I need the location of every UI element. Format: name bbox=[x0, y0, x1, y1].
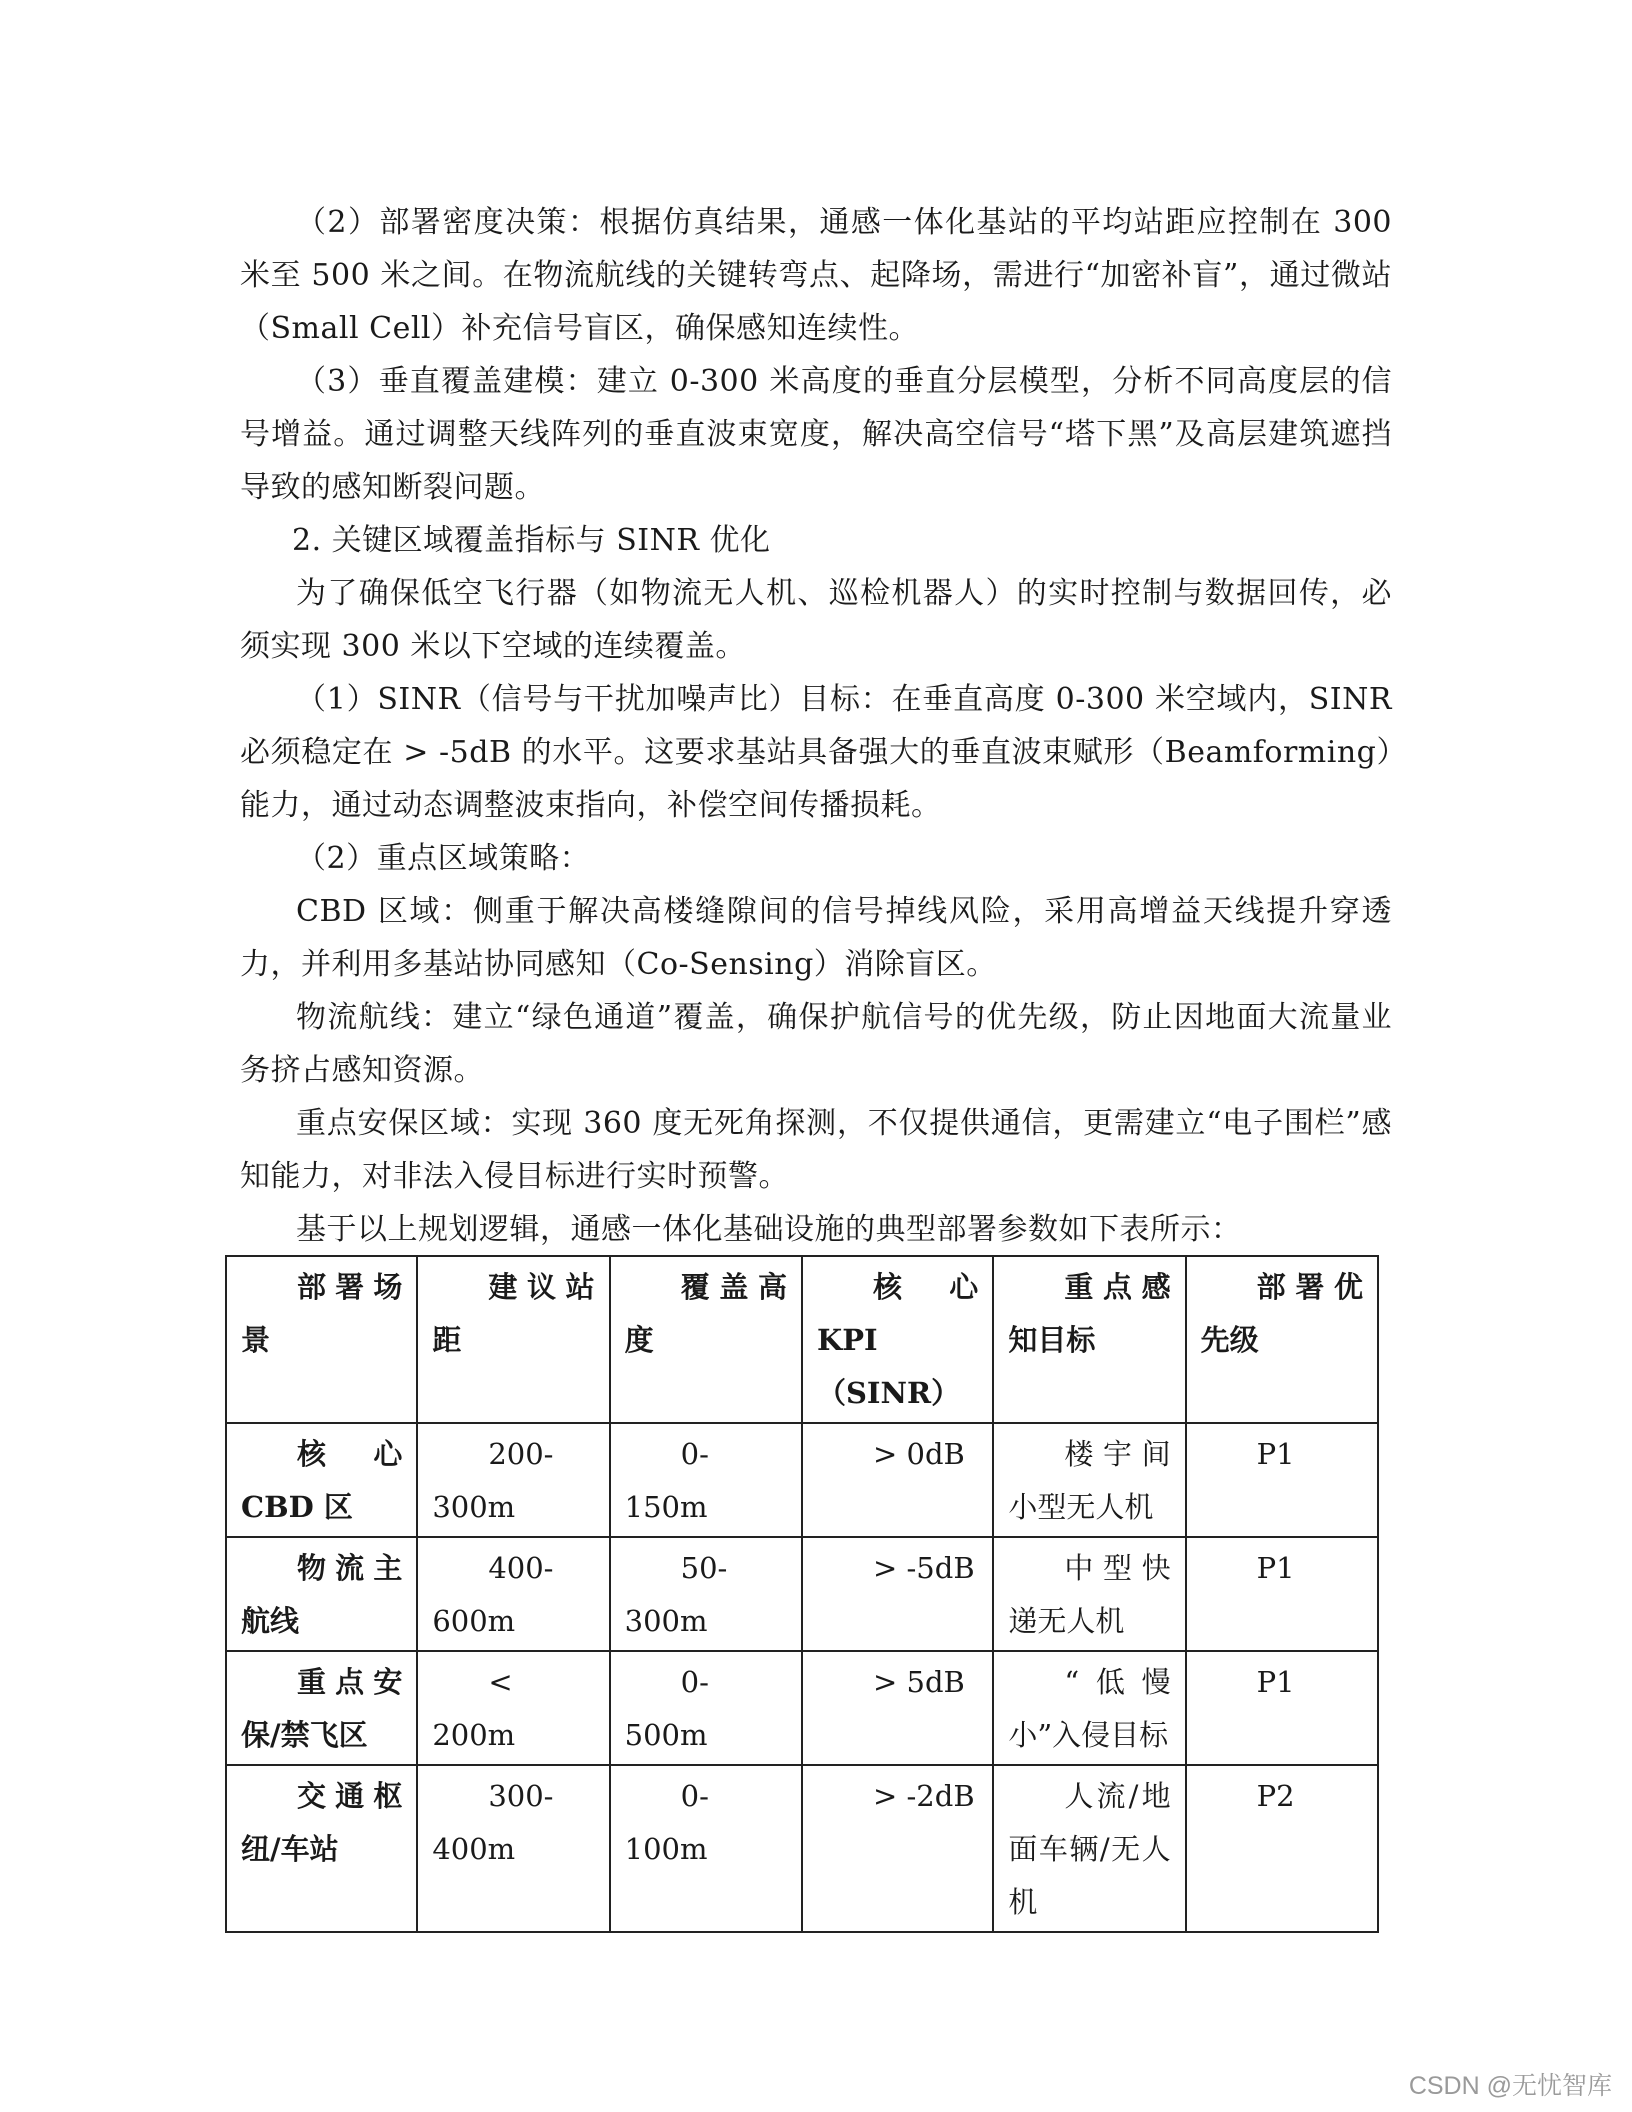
table-cell: 人流/地面车辆/无人机 bbox=[993, 1765, 1185, 1932]
table-cell: 400-600m bbox=[417, 1537, 609, 1651]
table-cell: 0-150m bbox=[610, 1423, 802, 1537]
table-header-cell: 部署场景 bbox=[226, 1256, 417, 1423]
table-cell: 0-100m bbox=[610, 1765, 802, 1932]
table-row bbox=[226, 1651, 1378, 1765]
table-cell-scene: 重点安保/禁飞区 bbox=[226, 1651, 417, 1765]
table-cell-scene: 物流主航线 bbox=[226, 1537, 417, 1651]
table-cell: P2 bbox=[1186, 1765, 1378, 1932]
table-cell: P1 bbox=[1186, 1651, 1378, 1765]
paragraph-vertical-coverage: （3）垂直覆盖建模：建立 0-300 米高度的垂直分层模型，分析不同高度层的信号增益。通过调整天线阵列的垂直波束宽度，解决高空信号“塔下黑”及高层建筑遮挡导致的感知断裂问题。 bbox=[240, 364, 1392, 505]
table-cell: 中型快递无人机 bbox=[993, 1537, 1185, 1651]
table-header-cell: 建议站距 bbox=[417, 1256, 609, 1423]
paragraph-low-altitude-coverage: 为了确保低空飞行器（如物流无人机、巡检机器人）的实时控制与数据回传，必须实现 300 米以下空域的连续覆盖。 bbox=[240, 576, 1392, 664]
table-row bbox=[226, 1423, 1378, 1537]
table-row bbox=[226, 1765, 1378, 1932]
section-heading-sinr: 2. 关键区域覆盖指标与 SINR 优化 bbox=[292, 523, 771, 558]
document-body bbox=[240, 196, 1392, 1256]
paragraph-deployment-density: （2）部署密度决策：根据仿真结果，通感一体化基站的平均站距应控制在 300 米至 500 米之间。在物流航线的关键转弯点、起降场，需进行“加密补盲”，通过微站（Small Cell）补充信号盲区，确保感知连续性。 bbox=[240, 205, 1392, 346]
paragraph-key-area-strategy: （2）重点区域策略： bbox=[296, 841, 591, 876]
paragraph-security: 重点安保区域：实现 360 度无死角探测，不仅提供通信，更需建立“电子围栏”感知能力，对非法入侵目标进行实时预警。 bbox=[240, 1106, 1392, 1194]
table-cell: P1 bbox=[1186, 1423, 1378, 1537]
table-cell: > 0dB bbox=[802, 1423, 993, 1537]
table-cell: > 5dB bbox=[802, 1651, 993, 1765]
table-row bbox=[226, 1537, 1378, 1651]
paragraph-table-intro: 基于以上规划逻辑，通感一体化基础设施的典型部署参数如下表所示： bbox=[296, 1212, 1242, 1247]
table-header-row bbox=[226, 1256, 1378, 1423]
table-cell-scene: 交通枢纽/车站 bbox=[226, 1765, 417, 1932]
table-cell: 200-300m bbox=[417, 1423, 609, 1537]
table-cell: 楼宇间小型无人机 bbox=[993, 1423, 1185, 1537]
deployment-parameters-table bbox=[225, 1255, 1379, 1933]
table-cell: “低慢小”入侵目标 bbox=[993, 1651, 1185, 1765]
paragraph-cbd: CBD 区域：侧重于解决高楼缝隙间的信号掉线风险，采用高增益天线提升穿透力，并利用多基站协同感知（Co-Sensing）消除盲区。 bbox=[240, 894, 1392, 982]
table-cell: > -2dB bbox=[802, 1765, 993, 1932]
watermark: CSDN @无忧智库 bbox=[1408, 2072, 1612, 2100]
table-cell: < 200m bbox=[417, 1651, 609, 1765]
table-cell: 50-300m bbox=[610, 1537, 802, 1651]
table-header-cell: 重点感知目标 bbox=[993, 1256, 1185, 1423]
paragraph-logistics: 物流航线：建立“绿色通道”覆盖，确保护航信号的优先级，防止因地面大流量业务挤占感知资源。 bbox=[240, 1000, 1392, 1088]
table-cell: 300-400m bbox=[417, 1765, 609, 1932]
table-cell-scene: 核心 CBD 区 bbox=[226, 1423, 417, 1537]
table-header-cell: 覆盖高度 bbox=[610, 1256, 802, 1423]
table-cell: > -5dB bbox=[802, 1537, 993, 1651]
paragraph-sinr-target: （1）SINR（信号与干扰加噪声比）目标：在垂直高度 0-300 米空域内，SINR 必须稳定在 > -5dB 的水平。这要求基站具备强大的垂直波束赋形（Beamforming）能力，通过动态调整波束指向，补偿空间传播损耗。 bbox=[240, 682, 1392, 823]
table-header-cell: 核心 KPI（SINR） bbox=[802, 1256, 993, 1423]
table-cell: 0-500m bbox=[610, 1651, 802, 1765]
table-cell: P1 bbox=[1186, 1537, 1378, 1651]
table-header-cell: 部署优先级 bbox=[1186, 1256, 1378, 1423]
